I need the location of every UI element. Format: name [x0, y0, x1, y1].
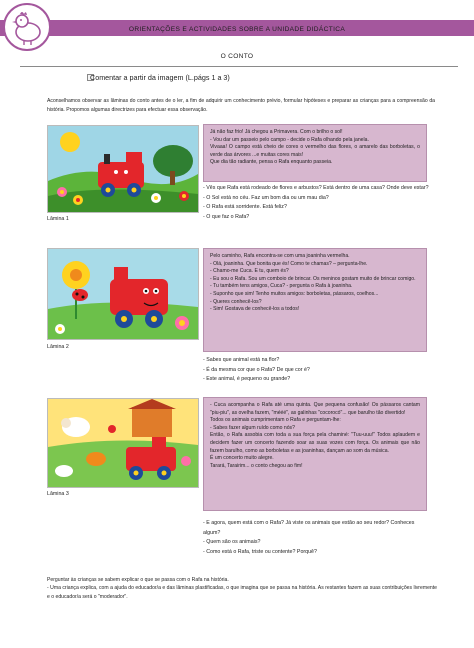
- plate-3-image: [47, 398, 199, 488]
- plate-2-label: Lâmina 2: [47, 344, 69, 350]
- header-title: ORIENTAÇÕES E ACTIVIDADES SOBRE A UNIDADE DIDÁCTICA: [128, 26, 346, 33]
- story-line: Então, o Rafa assobia com toda a sua força pela chaminé: "Tuu-uuu!" Todos aplaudem e decidem fazer um concerto fazendo soar as suas vozes com força. Os animais que não fazem barulho, como as borboletas e as joaninhas, dançam ao som da música.: [210, 432, 420, 454]
- question: - O que faz o Rafa?: [203, 213, 250, 220]
- plate-1-story-box: [203, 124, 427, 182]
- subheading: Comentar a partir da imagem (L.págs 1 a 3): [90, 73, 230, 82]
- story-line: Já não faz frio! Já chegou a Primavera. Com o brilho o sol!: [210, 129, 343, 135]
- plate-1-questions: [203, 184, 431, 222]
- question: - É da mesma cor que o Rafa? De que cor é?: [203, 366, 310, 373]
- plate-1-image: [47, 125, 199, 213]
- question: - O Sol está no céu. Faz um bom dia ou um mau dia?: [203, 194, 329, 201]
- plate-3-label: Lâmina 3: [47, 491, 69, 497]
- story-line: Tarará, Tarairim... o conto chegou ao fim!: [210, 462, 303, 469]
- story-line: - Chamo-me Cuca. E tu, quem és?: [210, 268, 289, 275]
- question: - Quem são os animais?: [203, 539, 261, 546]
- question: - Este animal, é pequeno ou grande?: [203, 376, 291, 383]
- section-title: O CONTO: [220, 53, 254, 60]
- question: - Vês que Rafa está rodeado de flores e arbustos? Está dentro de uma casa? Onde deve estar?: [203, 185, 429, 191]
- plate-3-story-box: [203, 397, 427, 511]
- question: - Sabes que animal está na flor?: [203, 357, 280, 363]
- closing-line: Perguntar às crianças se sabem explicar o que se passa com o Rafa na história.: [47, 577, 229, 583]
- question: - Como está o Rafa, triste ou contente? Porquê?: [203, 548, 317, 555]
- divider: [20, 66, 458, 67]
- header-band-strip: [0, 34, 474, 36]
- story-line: Pelo caminho, Rafa encontra-se com uma joaninha vermelha.: [210, 253, 350, 259]
- plate-2-questions: [203, 356, 431, 385]
- story-line: - Tu também tens amigos, Cuca? - pergunta o Rafa à joaninha.: [210, 283, 353, 290]
- closing-paragraph: [47, 576, 437, 601]
- story-line: - Suponho que sim! Tenho muitos amigos: borboletas, pássaros, coelhos...: [210, 290, 379, 297]
- story-line: - Vou dar um passeio pelo campo - decide o Rafa olhando pela janela.: [210, 136, 369, 143]
- story-line: - Queres conhecê-los?: [210, 298, 262, 305]
- question: - O Rafa está sorridente. Está feliz?: [203, 204, 287, 211]
- plate-2-image: [47, 248, 199, 340]
- story-line: - Cuca acompanha o Rafa até uma quinta. Que pequena confusão! Os pássaros cantam "piu-piu", as ovelha fazem, "mééé", as galinhas "cocorocó"... que barulho tão divertido!: [210, 402, 420, 416]
- story-line: Vivaaa! O campo está cheio de cores o vermelho das flores, o amarelo das borboletas, o verde das árvores ...e muitas cores mais!: [210, 144, 420, 158]
- story-line: É um concerto muito alegre.: [210, 455, 274, 462]
- question: - E agora, quem está com o Rafa? Já viste os animais que estão ao seu redor? Conheces algum?: [203, 520, 415, 536]
- story-line: - Sabes fazer algum ruído como nós?: [210, 424, 295, 431]
- story-line: - Eu sou o Rafa. Sou um comboio de brincar. Os meninos gostam muito de brincar comigo.: [210, 275, 416, 282]
- intro-paragraph: Aconselhamos observar as lâminas do conto antes de o ler, a fim de adquirir um conhecimento prévio, formular hipóteses e preparar as crianças para a compreensão da história. Propomos algumas directrizes para efectuar essa observação.: [47, 98, 435, 113]
- story-line: Que dia tão radiante, pensa o Rafa enquanto passeia.: [210, 159, 333, 166]
- story-line: - Olá, joaninha. Que bonita que és! Como te chamas? – pergunta-lhe.: [210, 260, 368, 267]
- plate-3-questions: [203, 519, 431, 557]
- plate-2-story-box: [203, 248, 427, 352]
- story-line: - Sim! Gostava de conhecê-los a todos!: [210, 306, 300, 313]
- story-line: Todos os animais cumprimentam o Rafa e perguntam-lhe:: [210, 417, 341, 424]
- closing-line: - Uma criança explica, com a ajuda do educador/a e das lâminas plastificadas, o que imagina que se passa na história. As restantes fazem as suas contribuições livremente e o educador/a será o "moderador".: [47, 585, 437, 600]
- plate-1-label: Lâmina 1: [47, 216, 69, 222]
